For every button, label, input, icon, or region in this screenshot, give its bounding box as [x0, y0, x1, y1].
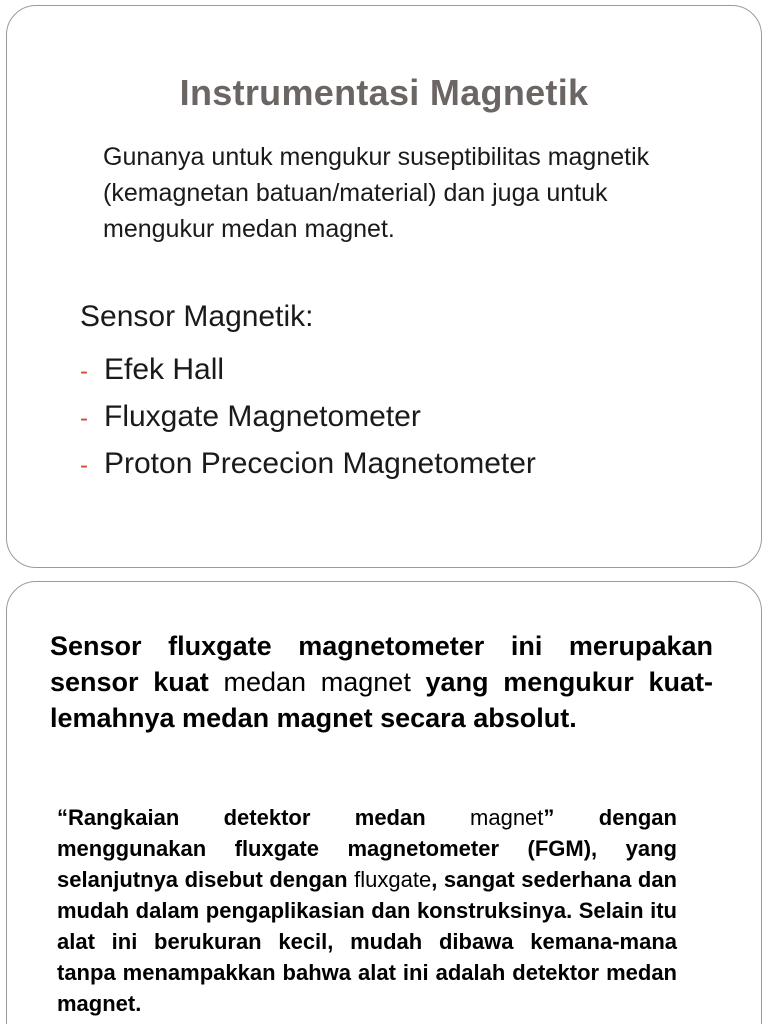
sensor-item-label: Efek Hall — [104, 353, 225, 386]
sensor-item-fluxgate — [80, 393, 536, 440]
plain-text: magnet — [425, 805, 544, 830]
sensor-list — [80, 346, 536, 487]
bold-text: , sangat sederhana dan mudah dalam pengaplikasian dan konstruksinya. Selain itu alat ini berukuran kecil, mudah dibawa kemana-mana tanpa menampakkan bahwa alat ini adalah detektor medan magnet. — [57, 867, 677, 1016]
fluxgate-summary-paragraph — [50, 628, 713, 736]
bold-text: ” dengan menggunakan fluxgate magnetometer (FGM), yang selanjutnya disebut dengan — [57, 805, 677, 892]
plain-text: medan magnet — [208, 667, 426, 697]
sensor-item-efek-hall — [80, 346, 536, 393]
plain-text: fluxgate — [354, 867, 432, 892]
sensor-heading: Sensor Magnetik: — [80, 300, 314, 333]
bullet-dash-icon: - — [80, 452, 88, 479]
slide-instrumentasi-magnetik — [6, 5, 762, 568]
detector-description-paragraph — [57, 802, 677, 1019]
bullet-dash-icon: - — [80, 405, 88, 432]
sensor-item-label: Fluxgate Magnetometer — [104, 400, 421, 433]
bold-text: yang mengukur kuat-lemahnya medan magnet secara absolut. — [50, 667, 713, 733]
slide-fluxgate-description — [6, 581, 762, 1024]
bold-text: Sensor fluxgate magnetometer ini merupakan sensor kuat — [50, 631, 713, 697]
bullet-dash-icon: - — [80, 358, 88, 385]
slide-title: Instrumentasi Magnetik — [179, 72, 589, 113]
sensor-item-proton — [80, 440, 536, 487]
intro-paragraph: Gunanya untuk mengukur suseptibilitas magnetik (kemagnetan batuan/material) dan juga untuk mengukur medan magnet. — [103, 143, 650, 243]
bold-text: “Rangkaian detektor medan — [57, 805, 426, 830]
sensor-item-label: Proton Prececion Magnetometer — [104, 447, 536, 480]
